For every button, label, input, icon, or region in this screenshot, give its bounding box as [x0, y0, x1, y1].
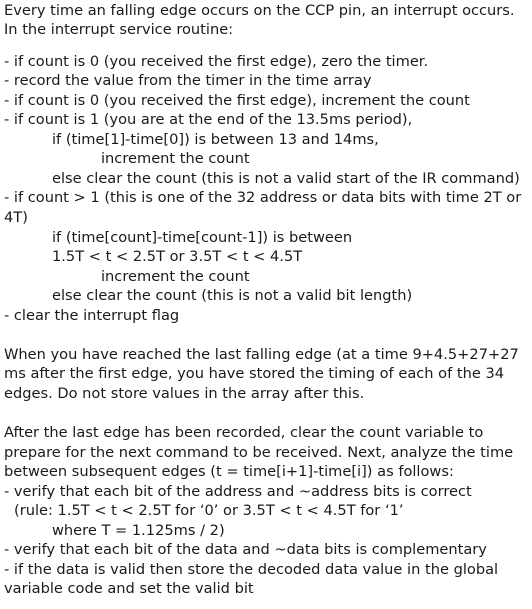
- text-line: 4T): [4, 209, 28, 226]
- text-line: if (time[count]-time[count-1]) is between: [52, 229, 353, 246]
- text-line: between subsequent edges (t = time[i+1]-time[i]) as follows:: [4, 463, 454, 480]
- text-line: - verify that each bit of the address and ~address bits is correct: [4, 483, 472, 500]
- text-line: increment the count: [101, 268, 250, 285]
- text-line: After the last edge has been recorded, clear the count variable to: [4, 424, 484, 441]
- text-line: 1.5T < t < 2.5T or 3.5T < t < 4.5T: [52, 248, 303, 265]
- text-line: - if the data is valid then store the decoded data value in the global: [4, 561, 499, 578]
- text-line: else clear the count (this is not a valid start of the IR command): [52, 170, 520, 187]
- text-line: where T = 1.125ms / 2): [52, 522, 225, 539]
- text-line: - if count is 1 (you are at the end of the 13.5ms period),: [4, 111, 413, 128]
- text-line: variable code and set the valid bit: [4, 580, 254, 597]
- text-line: When you have reached the last falling edge (at a time 9+4.5+27+27: [4, 346, 519, 363]
- text-line: if (time[1]-time[0]) is between 13 and 14ms,: [52, 131, 379, 148]
- text-line: ms after the first edge, you have stored the timing of each of the 34: [4, 365, 505, 382]
- text-line: - record the value from the timer in the time array: [4, 72, 372, 89]
- text-line: prepare for the next command to be received. Next, analyze the time: [4, 444, 514, 461]
- text-line: - clear the interrupt flag: [4, 307, 180, 324]
- text-line: increment the count: [101, 150, 250, 167]
- text-line: - if count > 1 (this is one of the 32 address or data bits with time 2T or: [4, 189, 522, 206]
- text-line: In the interrupt service routine:: [4, 21, 234, 38]
- text-line: else clear the count (this is not a valid bit length): [52, 287, 413, 304]
- text-line: (rule: 1.5T < t < 2.5T for ‘0’ or 3.5T < t < 4.5T for ‘1’: [14, 502, 404, 519]
- text-line: - verify that each bit of the data and ~data bits is complementary: [4, 541, 487, 558]
- text-line: edges. Do not store values in the array after this.: [4, 385, 365, 402]
- text-line: - if count is 0 (you received the first edge), zero the timer.: [4, 53, 429, 70]
- text-line: Every time an falling edge occurs on the CCP pin, an interrupt occurs.: [4, 2, 515, 19]
- text-line: - if count is 0 (you received the first edge), increment the count: [4, 92, 470, 109]
